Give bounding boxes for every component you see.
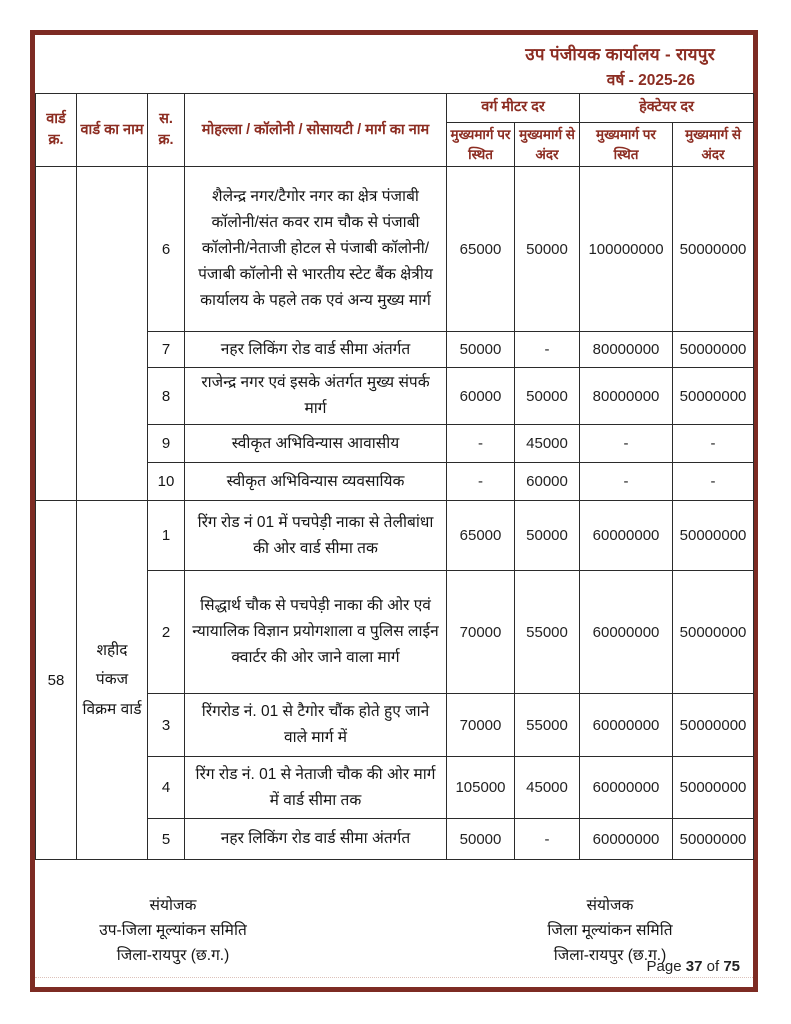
page-number <box>647 958 740 975</box>
locality-cell: रिंगरोड नं. 01 से टैगोर चौंक होते हुए जाने वाले मार्ग में <box>185 694 447 757</box>
sqm-on-main-cell: - <box>447 425 515 463</box>
ward-number-cell <box>36 167 77 501</box>
sqm-on-main-cell: 70000 <box>447 571 515 694</box>
sqm-inside-cell: - <box>515 332 580 368</box>
year-label: वर्ष - 2025-26 <box>606 72 695 89</box>
document-page <box>30 30 758 992</box>
locality-cell: रिंग रोड नं. 01 से नेताजी चौक की ओर मार्ग में वार्ड सीमा तक <box>185 757 447 819</box>
sqm-on-main-cell: 65000 <box>447 167 515 332</box>
sqm-inside-cell: 45000 <box>515 757 580 819</box>
serial-cell: 6 <box>148 167 185 332</box>
ha-inside-cell: - <box>673 425 754 463</box>
ha-inside-cell: 50000000 <box>673 571 754 694</box>
signature-district: जिला-रायपुर (छ.ग.) <box>116 947 230 965</box>
col-group-sqm-rate: वर्ग मीटर दर <box>447 94 580 123</box>
page-total: 75 <box>723 958 740 975</box>
ha-on-main-cell: - <box>580 463 673 501</box>
serial-cell: 10 <box>148 463 185 501</box>
locality-cell: स्वीकृत अभिविन्यास आवासीय <box>185 425 447 463</box>
serial-cell: 3 <box>148 694 185 757</box>
sqm-inside-cell: 50000 <box>515 368 580 425</box>
signature-district: जिला-रायपुर (छ.ग.) <box>553 947 667 965</box>
col-group-hectare-rate: हेक्टेयर दर <box>580 94 754 123</box>
col-sqm-inside: मुख्यमार्ग से अंदर <box>515 123 580 167</box>
locality-cell: राजेन्द्र नगर एवं इसके अंतर्गत मुख्य संपर्क मार्ग <box>185 368 447 425</box>
table-header <box>36 94 754 167</box>
locality-cell: शैलेन्द्र नगर/टैगोर नगर का क्षेत्र पंजाबी कॉलोनी/संत कवर राम चौक से पंजाबी कॉलोनी/नेताजी होटल से पंजाबी कॉलोनी/पंजाबी कॉलोनी से भारतीय स्टेट बैंक क्षेत्रीय कार्यालय के पहले तक एवं अन्य मुख्य मार्ग <box>185 167 447 332</box>
page-of: of <box>706 958 720 975</box>
document-header <box>35 35 753 93</box>
col-sqm-on-main: मुख्यमार्ग पर स्थित <box>447 123 515 167</box>
locality-cell: रिंग रोड नं 01 में पचपेड़ी नाका से तेलीबांधा की ओर वार्ड सीमा तक <box>185 501 447 571</box>
sqm-inside-cell: 60000 <box>515 463 580 501</box>
ha-on-main-cell: 60000000 <box>580 819 673 860</box>
ha-on-main-cell: 60000000 <box>580 571 673 694</box>
ha-on-main-cell: 80000000 <box>580 332 673 368</box>
page-prefix: Page <box>646 958 682 975</box>
sqm-on-main-cell: 50000 <box>447 332 515 368</box>
sqm-on-main-cell: 50000 <box>447 819 515 860</box>
sqm-inside-cell: 50000 <box>515 167 580 332</box>
serial-cell: 9 <box>148 425 185 463</box>
serial-cell: 4 <box>148 757 185 819</box>
section-ward-58 <box>36 501 754 860</box>
signature-committee: उप-जिला मूल्यांकन समिति <box>99 922 247 940</box>
serial-cell: 5 <box>148 819 185 860</box>
sqm-on-main-cell: 65000 <box>447 501 515 571</box>
ha-inside-cell: 50000000 <box>673 694 754 757</box>
table-row <box>36 167 754 332</box>
sqm-inside-cell: 55000 <box>515 694 580 757</box>
ha-inside-cell: 50000000 <box>673 757 754 819</box>
serial-cell: 2 <box>148 571 185 694</box>
col-ward-no: वार्ड क्र. <box>36 94 77 167</box>
page-current: 37 <box>685 958 703 975</box>
col-locality: मोहल्ला / कॉलोनी / सोसायटी / मार्ग का नाम <box>185 94 447 167</box>
scan-fold-line <box>35 977 753 978</box>
locality-cell: स्वीकृत अभिविन्यास व्यवसायिक <box>185 463 447 501</box>
locality-cell: सिद्धार्थ चौक से पचपेड़ी नाका की ओर एवं न्यायालिक विज्ञान प्रयोगशाला व पुलिस लाईन क्वार्टर की ओर जाने वाला मार्ग <box>185 571 447 694</box>
ha-on-main-cell: 60000000 <box>580 501 673 571</box>
locality-cell: नहर लिकिंग रोड वार्ड सीमा अंतर्गत <box>185 819 447 860</box>
ha-inside-cell: - <box>673 463 754 501</box>
signature-committee: जिला मूल्यांकन समिति <box>547 922 673 940</box>
sqm-inside-cell: 45000 <box>515 425 580 463</box>
sqm-inside-cell: - <box>515 819 580 860</box>
header-row-groups <box>36 94 754 123</box>
section-ward-prev <box>36 167 754 501</box>
ha-inside-cell: 50000000 <box>673 167 754 332</box>
ha-on-main-cell: - <box>580 425 673 463</box>
serial-cell: 1 <box>148 501 185 571</box>
ha-on-main-cell: 60000000 <box>580 757 673 819</box>
ward-number-cell: 58 <box>36 501 77 860</box>
ward-name-cell: शहीद पंकज विक्रम वार्ड <box>77 501 148 860</box>
ha-on-main-cell: 60000000 <box>580 694 673 757</box>
ward-name-cell <box>77 167 148 501</box>
ha-inside-cell: 50000000 <box>673 501 754 571</box>
serial-cell: 7 <box>148 332 185 368</box>
sqm-on-main-cell: 70000 <box>447 694 515 757</box>
sqm-on-main-cell: 105000 <box>447 757 515 819</box>
sqm-on-main-cell: 60000 <box>447 368 515 425</box>
col-ha-inside: मुख्यमार्ग से अंदर <box>673 123 754 167</box>
signature-title: संयोजक <box>586 897 634 914</box>
ha-inside-cell: 50000000 <box>673 819 754 860</box>
col-serial: स. क्र. <box>148 94 185 167</box>
col-ha-on-main: मुख्यमार्ग पर स्थित <box>580 123 673 167</box>
rate-table <box>35 93 754 860</box>
table-row <box>36 501 754 571</box>
col-ward-name: वार्ड का नाम <box>77 94 148 167</box>
sqm-inside-cell: 50000 <box>515 501 580 571</box>
signature-title: संयोजक <box>149 897 197 914</box>
ha-on-main-cell: 100000000 <box>580 167 673 332</box>
ha-inside-cell: 50000000 <box>673 368 754 425</box>
ha-inside-cell: 50000000 <box>673 332 754 368</box>
serial-cell: 8 <box>148 368 185 425</box>
signature-block-left <box>63 893 283 968</box>
ha-on-main-cell: 80000000 <box>580 368 673 425</box>
sqm-inside-cell: 55000 <box>515 571 580 694</box>
locality-cell: नहर लिकिंग रोड वार्ड सीमा अंतर्गत <box>185 332 447 368</box>
sqm-on-main-cell: - <box>447 463 515 501</box>
office-title: उप पंजीयक कार्यालय - रायपुर <box>525 45 715 64</box>
